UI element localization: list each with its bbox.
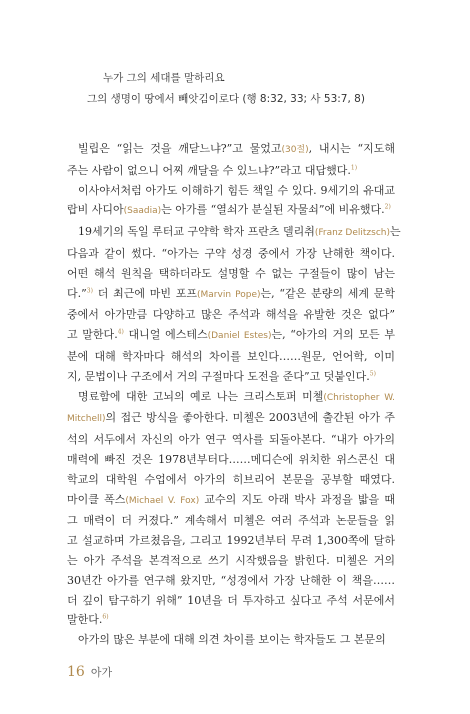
text-line bbox=[67, 511, 395, 531]
line-text: 는 bbox=[390, 225, 401, 239]
original-name: (Michael V. Fox) bbox=[125, 495, 200, 506]
paragraph bbox=[67, 139, 395, 181]
footnote-ref: 2) bbox=[384, 203, 391, 211]
line-text: 아가의 많은 부분에 대해 의견 차이를 보이는 학자들도 그 본문의 bbox=[78, 633, 386, 647]
text-line bbox=[67, 139, 395, 161]
footnote-ref: 1) bbox=[350, 164, 358, 172]
line-text: 교수의 지도 아래 박사 과정을 밟을 때 bbox=[199, 492, 395, 506]
line-text: 는, “아가의 거의 모든 부 bbox=[271, 328, 395, 342]
original-name: (Daniel Estes) bbox=[207, 331, 272, 342]
line-text: 더 최근에 마빈 포프 bbox=[92, 286, 197, 300]
text-line bbox=[67, 367, 395, 387]
line-text: 말한다. bbox=[67, 613, 103, 627]
scripture-quote bbox=[87, 68, 427, 110]
paragraph bbox=[67, 387, 395, 631]
line-text: 어떤 해석 원칙을 택하더라도 설명할 수 없는 구절들이 많이 남는 bbox=[67, 266, 395, 280]
line-text: , 내시는 “지도해 bbox=[308, 142, 395, 155]
line-text: 학교의 대학원 수업에서 아가의 히브리어 본문을 공부할 때였다. bbox=[67, 472, 395, 486]
line-text: 랍비 사디아 bbox=[67, 203, 124, 217]
text-line bbox=[67, 325, 395, 347]
footnote-ref: 4) bbox=[117, 328, 124, 336]
text-line bbox=[67, 181, 395, 201]
line-text: 19세기의 독일 루터교 구약학 학자 프란츠 델리취 bbox=[78, 225, 315, 239]
text-line bbox=[67, 408, 395, 430]
line-text: 지, 문법이나 구조에서 거의 구절마다 도전을 준다”고 덧붙인다. bbox=[67, 369, 370, 383]
text-line bbox=[67, 450, 395, 470]
line-text: 30년간 아가를 연구해 왔지만, “성경에서 가장 난해한 이 책을…… bbox=[67, 573, 395, 587]
book-title: 아가 bbox=[90, 666, 113, 679]
line-text: 는 아가를 “열쇠가 분실된 자물쇠”에 비유했다. bbox=[161, 203, 385, 217]
original-name: (Franz Delitzsch) bbox=[314, 228, 390, 239]
text-line bbox=[67, 630, 395, 650]
paragraph bbox=[67, 222, 401, 386]
line-text: 석의 서두에서 자신의 아가 연구 역사를 되돌아본다. “내가 아가의 bbox=[67, 433, 395, 447]
line-text: 주는 사람이 없으니 어찌 깨달을 수 있느냐?”라고 대답했다. bbox=[67, 163, 351, 177]
text-line bbox=[67, 531, 395, 551]
body-text bbox=[67, 139, 401, 650]
line-text: 그 매력이 더 커졌다.” 계속해서 미첼은 여러 주석과 논문들을 읽 bbox=[67, 514, 395, 528]
line-text: 는 아가 주석을 본격적으로 쓰기 시작했음을 밝힌다. 미첼은 거의 bbox=[67, 553, 395, 567]
line-text: 는, “같은 분량의 세계 문학 bbox=[260, 286, 395, 300]
text-line bbox=[67, 591, 395, 611]
text-line bbox=[67, 222, 401, 244]
line-text: 명료함에 대한 고뇌의 예로 나는 크리스토퍼 미첼 bbox=[78, 389, 324, 403]
text-line bbox=[67, 430, 395, 450]
quote-line-1: 누가 그의 세대를 말하리요 bbox=[103, 72, 225, 84]
line-text: 고 말한다. bbox=[67, 328, 118, 342]
line-text: 중에서 아가만큼 다양하고 많은 주석과 해석을 유발한 것은 없다” bbox=[67, 308, 395, 322]
line-text: 더 깊이 탐구하기 위해” 10년을 더 투자하고 싶다고 주석 서문에서 bbox=[67, 593, 395, 607]
text-line bbox=[67, 284, 395, 306]
original-name: (Saadia) bbox=[123, 206, 162, 217]
line-text: 의 접근 방식을 좋아한다. 미첼은 2003년에 출간된 아가 주 bbox=[105, 411, 395, 425]
quote-line-2: 그의 생명이 땅에서 빼앗김이로다 (행 8:32, 33; 사 53:7, 8) bbox=[87, 93, 365, 105]
line-text: 분에 대해 학자마다 해석의 차이를 보인다……원문, 언어학, 이미 bbox=[67, 349, 395, 363]
paragraph bbox=[67, 630, 395, 650]
text-line bbox=[67, 571, 395, 591]
page-footer bbox=[67, 664, 112, 680]
footnote-ref: 3) bbox=[86, 286, 93, 294]
text-line bbox=[67, 347, 395, 367]
text-line bbox=[67, 387, 395, 409]
text-line bbox=[67, 264, 395, 284]
text-line bbox=[67, 244, 395, 264]
text-line bbox=[67, 200, 395, 222]
line-text: 대니얼 에스테스 bbox=[123, 328, 208, 342]
line-text: 다음과 같이 썼다. “아가는 구약 성경 중에서 가장 난해한 책이다. bbox=[67, 246, 395, 260]
footnote-ref: 6) bbox=[102, 613, 109, 621]
page-number: 16 bbox=[67, 664, 85, 680]
line-text: 이사야서처럼 아가도 이해하기 힘든 책일 수 있다. 9세기의 유대교 bbox=[78, 183, 395, 197]
line-text: 다.” bbox=[67, 286, 87, 300]
paragraph bbox=[67, 181, 395, 223]
line-text: 마이클 폭스 bbox=[67, 492, 126, 506]
text-line bbox=[67, 470, 395, 490]
original-name: Mitchell) bbox=[67, 414, 106, 425]
footnote-ref: 5) bbox=[369, 370, 376, 378]
text-line bbox=[67, 551, 395, 571]
original-name: (Marvin Pope) bbox=[197, 289, 261, 300]
line-text: 빌립은 “읽는 것을 깨닫느냐?”고 물었고 bbox=[78, 142, 282, 155]
line-text: 매력에 빠진 것은 1978년부터다……메디슨에 위치한 위스콘신 대 bbox=[67, 452, 395, 466]
text-line bbox=[67, 161, 395, 181]
original-name: (Christopher W. bbox=[323, 392, 396, 403]
line-text: 고 설교하며 가르쳤음을, 그리고 1992년부터 무려 1,300쪽에 달하 bbox=[67, 534, 395, 548]
original-name: (30절) bbox=[281, 145, 309, 155]
text-line bbox=[67, 305, 395, 325]
text-line bbox=[67, 490, 395, 512]
text-line bbox=[67, 610, 395, 630]
